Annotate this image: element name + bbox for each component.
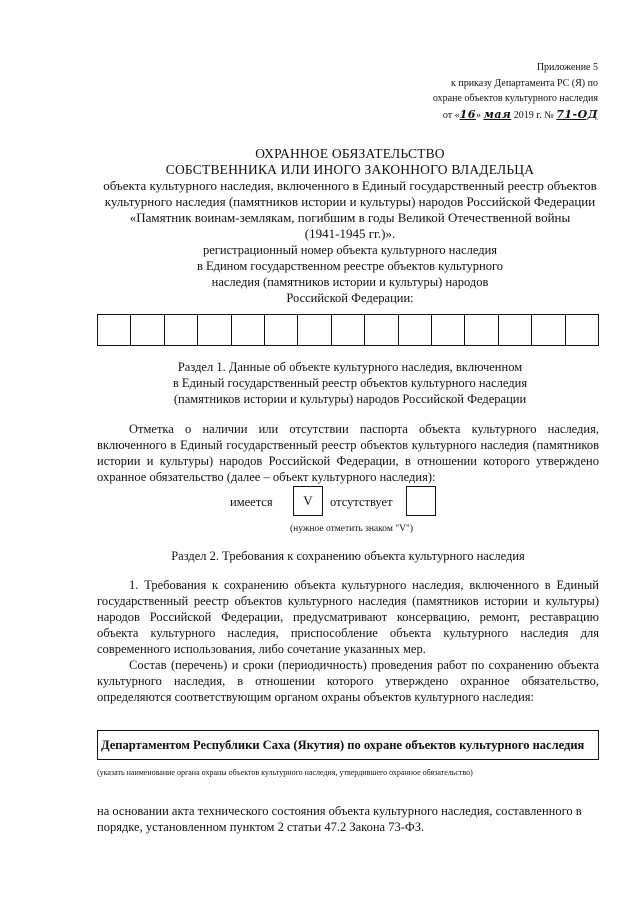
registration-digit-box[interactable] (365, 315, 398, 345)
title-line-5: «Памятник воинам-землякам, погибшим в годы Великой Отечественной войны (129, 210, 571, 225)
registration-digit-box[interactable] (265, 315, 298, 345)
title-line-4: культурного наследия (памятников истории и культуры) народов Российской Федерации (104, 194, 596, 209)
registration-digit-box[interactable] (198, 315, 231, 345)
appendix-order-line: к приказу Департамента РС (Я) по (450, 77, 598, 89)
registration-line-1: регистрационный номер объекта культурного наследия (202, 243, 498, 257)
section-2-heading: Раздел 2. Требования к сохранению объекта культурного наследия (171, 549, 525, 563)
registration-digit-box[interactable] (532, 315, 565, 345)
registration-digit-box[interactable] (131, 315, 164, 345)
requirements-paragraph (97, 577, 599, 657)
appendix-label: Приложение 5 (536, 62, 598, 73)
title-line-1: ОХРАННОЕ ОБЯЗАТЕЛЬСТВО (255, 146, 445, 161)
registration-digit-box[interactable] (566, 315, 598, 345)
registration-digit-box[interactable] (232, 315, 265, 345)
title-line-2: СОБСТВЕННИКА ИЛИ ИНОГО ЗАКОННОГО ВЛАДЕЛЬЦА (165, 162, 535, 177)
document-title (90, 146, 610, 242)
choice-note: (нужное отметить знаком "V") (290, 524, 413, 534)
title-line-3: объекта культурного наследия, включенного в Единый государственный реестр объектов (103, 178, 597, 193)
registration-digit-box[interactable] (432, 315, 465, 345)
registration-line-4: Российской Федерации: (286, 291, 414, 305)
absent-checkbox[interactable] (406, 486, 436, 516)
date-day-handwritten: 16 (459, 107, 476, 121)
absent-label: отсутствует (330, 495, 393, 509)
registration-digit-box[interactable] (165, 315, 198, 345)
passport-paragraph (97, 421, 599, 485)
date-prefix: от « (442, 109, 460, 121)
title-line-6: (1941-1945 гг.)». (304, 226, 396, 241)
registration-digit-box[interactable] (332, 315, 365, 345)
registration-digit-box[interactable] (499, 315, 532, 345)
date-month-handwritten: мая (483, 107, 512, 121)
section-1-heading (120, 359, 580, 407)
registration-digit-box[interactable] (465, 315, 498, 345)
passport-paragraph-text: Отметка о наличии или отсутствии паспорта объекта культурного наследия, включенного в Единый государственный реестр объектов культурного наследия (памятников истории и культуры) народов Российской Федерации, в отношении которого утверждено охранное обязательство (далее – объект культурного наследия): (97, 422, 599, 484)
basis-paragraph: на основании акта технического состояния объекта культурного наследия, составленного в порядке, установленном пунктом 2 статьи 47.2 Закона 73-ФЗ. (97, 804, 582, 834)
department-name-field[interactable]: Департаментом Республики Саха (Якутия) по охране объектов культурного наследия (97, 730, 599, 760)
date-mid: » (475, 109, 481, 121)
present-checkbox[interactable]: V (293, 486, 323, 516)
department-field-note: (указать наименование органа охраны объектов культурного наследия, утвердившего охранное обязательство) (97, 768, 473, 777)
date-year: 2019 г. № (513, 109, 554, 121)
appendix-department-line: охране объектов культурного наследия (432, 93, 598, 104)
appendix-date-line (433, 107, 598, 124)
registration-digit-box[interactable] (399, 315, 432, 345)
present-label: имеется (230, 495, 273, 509)
registration-digit-box[interactable] (98, 315, 131, 345)
registration-digit-box[interactable] (298, 315, 331, 345)
order-number-handwritten: 71-ОД (556, 107, 598, 121)
registration-line-3: наследия (памятников истории и культуры) народов (211, 275, 489, 289)
registration-number-boxes[interactable] (97, 314, 599, 346)
composition-paragraph-text: Состав (перечень) и сроки (периодичность) проведения работ по сохранению объекта культурного наследия, в отношении которого утверждено охранное обязательство, определяются соответствующим органом охраны объектов культурного наследия: (97, 658, 599, 704)
registration-caption (120, 242, 580, 306)
requirements-paragraph-text: 1. Требования к сохранению объекта культурного наследия, включенного в Единый государственный реестр объектов культурного наследия (памятников истории и культуры) народов Российской Федерации, предусматривают консервацию, ремонт, реставрацию объекта культурного наследия, приспособление объекта культурного наследия для современного использования, либо сочетание указанных мер. (97, 578, 599, 656)
registration-line-2: в Едином государственном реестре объектов культурного (196, 259, 504, 273)
appendix-header (433, 60, 598, 123)
section-1-line-2: в Единый государственный реестр объектов культурного наследия (172, 376, 528, 390)
section-1-line-3: (памятников истории и культуры) народов Российской Федерации (173, 392, 527, 406)
section-1-line-1: Раздел 1. Данные об объекте культурного наследия, включенном (177, 360, 523, 374)
composition-paragraph (97, 657, 599, 705)
